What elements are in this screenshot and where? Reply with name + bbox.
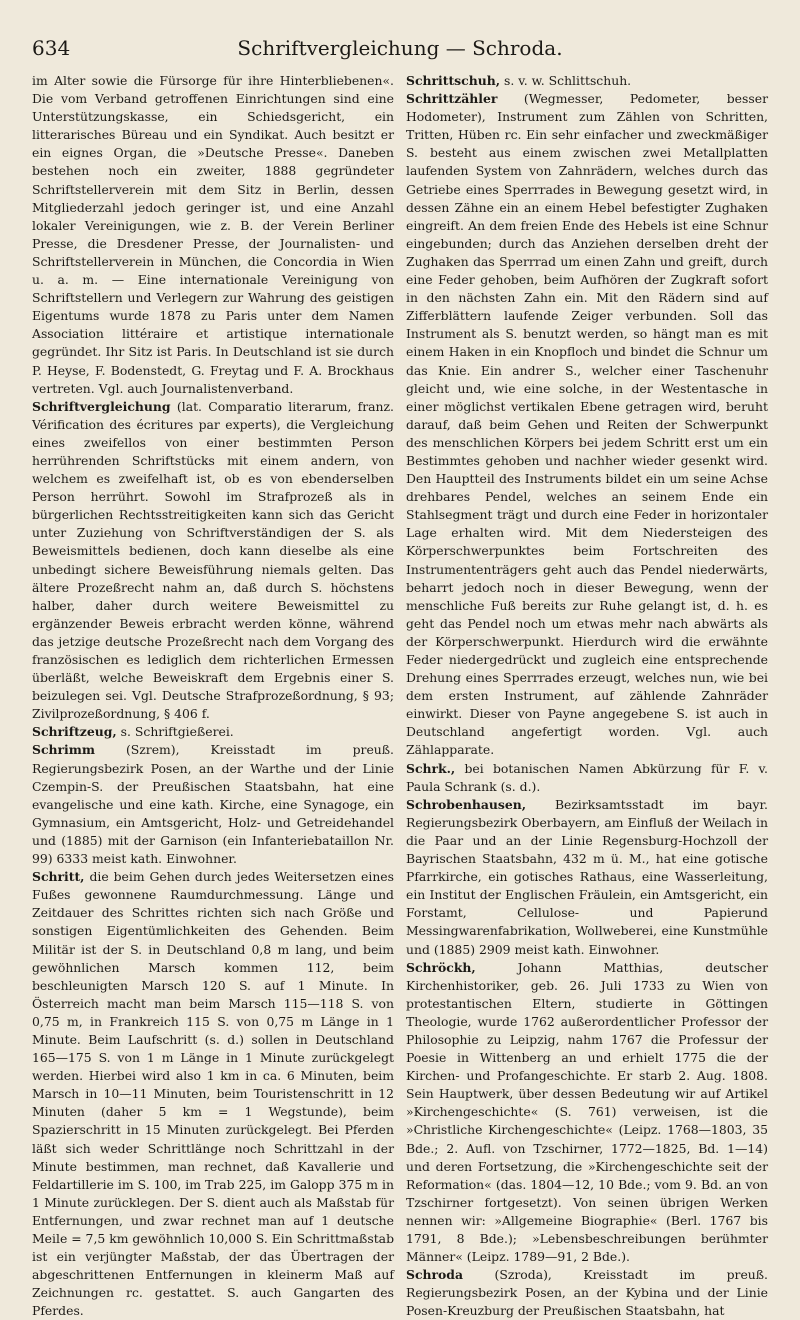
entry-headword: Schriftvergleichung — [32, 398, 171, 414]
dictionary-entry — [406, 72, 768, 90]
left-column — [32, 72, 394, 1319]
entry-headword: Schrk., — [406, 760, 456, 776]
entry-text: im Alter sowie die Fürsorge für ihre Hinterbliebenen«. Die vom Verband getroffenen Einrichtungen sind eine Unterstützungskasse, ein Schiedsgericht, ein litterarisches Büreau und ein Syndikat. Auch besitzt er ein eignes Organ, die »Deutsche Presse«. Daneben bestehen noch ein zweiter, 1888 gegründeter Schriftstellerverein mit dem Sitz in Berlin, dessen Mitgliederzahl jedoch geringer ist, und eine Anzahl lokaler Vereinigungen, wie z. B. der Verein Berliner Presse, die Dresdener Presse, der Journalisten- und Schriftstellerverein in München, die Concordia in Wien u. a. m. — Eine internationale Vereinigung von Schriftstellern und Verlegern zur Wahrung des geistigen Eigentums wurde 1878 zu Paris unter dem Namen Association littéraire et artistique internationale gegründet. Ihr Sitz ist Paris. In Deutschland ist sie durch P. Heyse, F. Bodenstedt, G. Freytag und F. A. Brockhaus vertreten. Vgl. auch Journalistenverband. — [32, 73, 394, 396]
entry-text: die beim Gehen durch jedes Weitersetzen eines Fußes gewonnene Raumdurchmessung. Länge und Zeitdauer des Schrittes richten sich nach Größe und sonstigen Eigentümlichkeiten des Gehenden. Beim Militär ist der S. in Deutschland 0,8 m lang, und beim gewöhnlichen Marsch kommen 112, beim beschleunigten Marsch 120 S. auf 1 Minute. In Österreich macht man beim Marsch 115—118 S. von 0,75 m, in Frankreich 115 S. von 0,75 m Länge in 1 Minute. Beim Laufschritt (s. d.) sollen in Deutschland 165—175 S. von 1 m Länge in 1 Minute zurückgelegt werden. Hierbei wird also 1 km in ca. 6 Minuten, beim Marsch in 10—11 Minuten, beim Touristenschritt in 12 Minuten (daher 5 km = 1 Wegstunde), beim Spazierschritt in 15 Minuten zurückgelegt. Bei Pferden läßt sich weder Schrittlänge noch Schrittzahl in der Minute bestimmen, man rechnet, daß Kavallerie und Feldartillerie im S. 100, im Trab 225, im Galopp 375 m in 1 Minute zurücklegen. Der S. dient auch als Maßstab für Entfernungen, und zwar rechnet man auf 1 deutsche Meile = 7,5 km gewöhnlich 10,000 S. Ein Schrittmaßstab ist ein verjüngter Maßstab, der das Übertragen der abgeschrittenen Entfernungen in kleinerm Maß auf Zeichnungen rc. gestattet. S. auch Gangarten des Pferdes. — [32, 869, 394, 1319]
dictionary-entry — [406, 90, 768, 759]
entry-text: s. Schriftgießerei. — [120, 724, 234, 740]
entry-headword: Schrittzähler — [406, 91, 498, 107]
dictionary-entry — [32, 723, 394, 741]
entry-headword: Schroda — [406, 1267, 463, 1283]
dictionary-entry — [406, 1266, 768, 1320]
page-number: 634 — [32, 36, 71, 60]
entry-headword: Schrimm — [32, 742, 95, 758]
dictionary-entry — [32, 868, 394, 1320]
entry-text: Bezirksamtsstadt im bayr. Regierungsbezirk Oberbayern, am Einfluß der Weilach in die Paar und an der Linie Regensburg-Hochzoll der Bayrischen Staatsbahn, 432 m ü. M., hat eine gotische Pfarrkirche, ein gotisches Rathaus, eine Wasserleitung, ein Institut der Englischen Fräulein, ein Amtsgericht, ein Forstamt, Cellulose- und Papierund Messingwarenfabrikation, Wollweberei, eine Kunstmühle und (1885) 2909 meist kath. Einwohner. — [406, 796, 768, 957]
entry-text: (Wegmesser, Pedometer, besser Hodometer), Instrument zum Zählen von Schritten, Tritten, Hüben rc. Ein sehr einfacher und zweckmäßiger S. besteht aus einem zwischen zwei Metallplatten laufenden System von Zahnrädern, welches durch das Getriebe eines Sperrrades in Bewegung gesetzt wird, in dessen Zähne ein an einem Hebel befestigter Zughaken eingreift. An dem freien Ende des Hebels ist eine Schnur eingebunden; durch das Anziehen derselben dreht der Zughaken das Sperrrad um einen Zahn und greift, durch eine Feder gehoben, beim Aufhören der Zugkraft sofort in den nächsten Zahn ein. Mit den Rädern sind auf Zifferblättern laufende Zeiger verbunden. Soll das Instrument als S. benutzt werden, so hängt man es mit einem Haken in ein Knopfloch und bindet die Schnur um das Knie. Ein andrer S., welcher einer Taschenuhr gleicht und, wie eine solche, in der Westentasche in einer möglichst vertikalen Ebene getragen wird, beruht darauf, daß beim Gehen und Reiten der Schwerpunkt des menschlichen Körpers bei jedem Schritt erst um ein Bestimmtes gehoben und nachher wieder gesenkt wird. Den Hauptteil des Instruments bildet ein um seine Achse drehbares Pendel, welches an seinem Ende ein Stahlsegment trägt und durch eine Feder in horizontaler Lage erhalten wird. Mit dem Niedersteigen des Körperschwerpunktes beim Fortschreiten des Instrumententrägers geht auch das Pendel niederwärts, beharrt jedoch noch in dieser Bewegung, wenn der menschliche Fuß bereits zur Ruhe gelangt ist, d. h. es geht das Pendel noch um etwas mehr nach abwärts als der Körperschwerpunkt. Hierdurch wird die erwähnte Feder niedergedrückt und zugleich eine entsprechende Drehung eines Sperrrades erzeugt, welches nun, wie bei dem ersten Instrument, auf zählende Zahnräder einwirkt. Dieser von Payne angegebene S. ist auch in Deutschland angefertigt worden. Vgl. auch Zählapparate. — [406, 91, 768, 758]
running-title: Schriftvergleichung — Schroda. — [237, 36, 563, 60]
dictionary-entry — [32, 398, 394, 724]
entry-headword: Schrobenhausen, — [406, 796, 527, 812]
entry-text: (Szroda), Kreisstadt im preuß. Regierungsbezirk Posen, an der Kybina und der Linie Posen-Kreuzburg der Preußischen Staatsbahn, hat — [406, 1267, 768, 1319]
entry-text: bei botanischen Namen Abkürzung für F. v. Paula Schrank (s. d.). — [406, 760, 768, 794]
dictionary-entry — [406, 796, 768, 959]
dictionary-entry — [406, 959, 768, 1267]
page-header — [32, 36, 768, 64]
entry-text: (Szrem), Kreisstadt im preuß. Regierungsbezirk Posen, an der Warthe und der Linie Czempin-S. der Preußischen Staatsbahn, hat eine evangelische und eine kath. Kirche, eine Synagoge, ein Gymnasium, ein Amtsgericht, Holz- und Getreidehandel und (1885) mit der Garnison (ein Infanteriebataillon Nr. 99) 6333 meist kath. Einwohner. — [32, 742, 394, 867]
entry-headword: Schritt, — [32, 869, 85, 885]
entry-headword: Schrittschuh, — [406, 73, 501, 88]
entry-headword: Schröckh, — [406, 959, 476, 975]
entry-text: (lat. Comparatio literarum, franz. Vérification des écritures par experts), die Vergleichung eines zweifellos von einer bestimmten Person herrührenden Schriftstücks mit einem andern, von welchem es zweifelhaft ist, ob es von ebenderselben Person herrührt. Sowohl im Strafprozeß als in bürgerlichen Rechtsstreitigkeiten kann sich das Gericht unter Zuziehung von Schriftverständigen der S. als Beweismittels bedienen, doch kann dieselbe als eine unbedingt sichere Beweisführung niemals gelten. Das ältere Prozeßrecht nahm an, daß durch S. höchstens halber, daher durch weitere Beweismittel zu ergänzender Beweis erbracht werden könne, während das jetzige deutsche Prozeßrecht nach dem Vorgang des französischen es lediglich dem richterlichen Ermessen überläßt, welche Beweiskraft dem Ergebnis einer S. beizulegen sei. Vgl. Deutsche Strafprozeßordnung, § 93; Zivilprozeßordnung, § 406 f. — [32, 398, 394, 722]
entry-text: Johann Matthias, deutscher Kirchenhistoriker, geb. 26. Juli 1733 zu Wien von protestantischen Eltern, studierte in Göttingen Theologie, wurde 1762 außerordentlicher Professor der Philosophie zu Leipzig, nahm 1767 die Professur der Poesie in Wittenberg an und erhielt 1775 die der Kirchen- und Profangeschichte. Er starb 2. Aug. 1808. Sein Hauptwerk, über dessen Bedeutung wir auf Artikel »Kirchengeschichte« (S. 761) verweisen, ist die »Christliche Kirchengeschichte« (Leipz. 1768—1803, 35 Bde.; 2. Aufl. von Tzschirner, 1772—1825, Bd. 1—14) und deren Fortsetzung, die »Kirchengeschichte seit der Reformation« (das. 1804—12, 10 Bde.; vom 9. Bd. an von Tzschirner fortgesetzt). Von seinen übrigen Werken nennen wir: »Allgemeine Biographie« (Berl. 1767 bis 1791, 8 Bde.); »Lebensbeschreibungen berühmter Männer« (Leipz. 1789—91, 2 Bde.). — [406, 959, 768, 1265]
dictionary-entry — [406, 760, 768, 796]
dictionary-entry — [32, 741, 394, 868]
entry-text: s. v. w. Schlittschuh. — [504, 73, 632, 88]
right-column — [406, 72, 768, 1319]
dictionary-entry — [32, 72, 394, 398]
entry-headword: Schriftzeug, — [32, 724, 117, 740]
